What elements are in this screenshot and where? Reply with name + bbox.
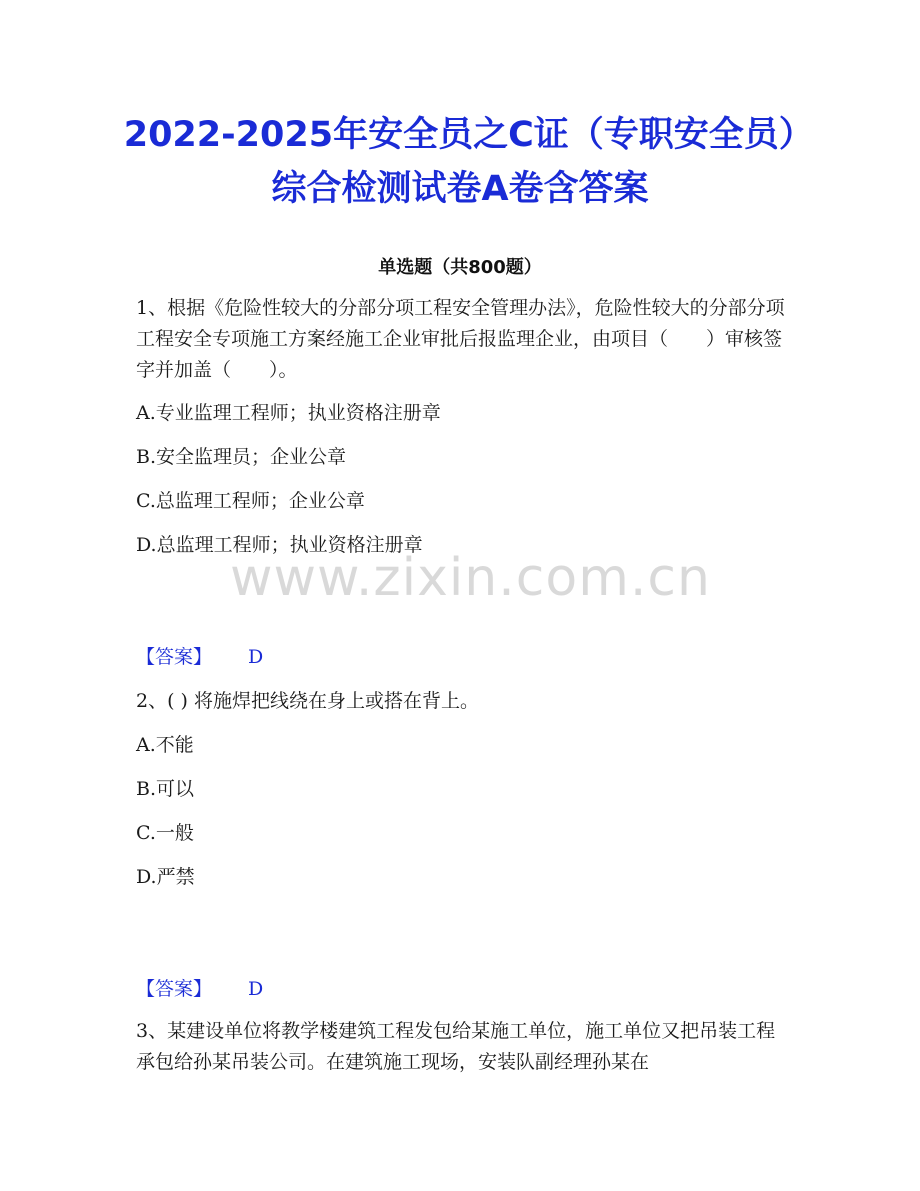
question-2-answer (136, 975, 263, 1003)
question-2-option-a: A.不能 (136, 734, 194, 756)
answer-value: D (248, 978, 264, 1000)
document-title: 2022-2025年安全员之C证（专职安全员）综合检测试卷A卷含答案 (123, 115, 797, 209)
watermark: www.zixin.com.cn (230, 548, 711, 608)
section-title: 单选题（共800题） (378, 257, 542, 278)
question-3-text: 3、某建设单位将教学楼建筑工程发包给某施工单位，施工单位又把吊装工程承包给孙某吊装公司。在建筑施工现场，安装队副经理孙某在 (136, 1020, 776, 1073)
answer-value: D (248, 646, 264, 668)
answer-label: 【答案】 (136, 978, 213, 1000)
question-1-answer (136, 643, 263, 671)
question-1-option-c: C.总监理工程师；企业公章 (136, 490, 365, 512)
question-2-text: 2、( ) 将施焊把线绕在身上或搭在背上。 (136, 690, 479, 712)
question-1-option-b: B.安全监理员；企业公章 (136, 446, 347, 468)
question-2-option-c: C.一般 (136, 822, 194, 844)
answer-label: 【答案】 (136, 646, 213, 668)
question-2-option-d: D.严禁 (136, 866, 195, 888)
question-1-text: 1、根据《危险性较大的分部分项工程安全管理办法》，危险性较大的分部分项工程安全专项施工方案经施工企业审批后报监理企业，由项目（ ）审核签字并加盖（ ）。 (136, 297, 785, 381)
question-1-option-a: A.专业监理工程师；执业资格注册章 (136, 402, 441, 424)
question-2-option-b: B.可以 (136, 778, 195, 800)
question-1-option-d: D.总监理工程师；执业资格注册章 (136, 534, 423, 556)
